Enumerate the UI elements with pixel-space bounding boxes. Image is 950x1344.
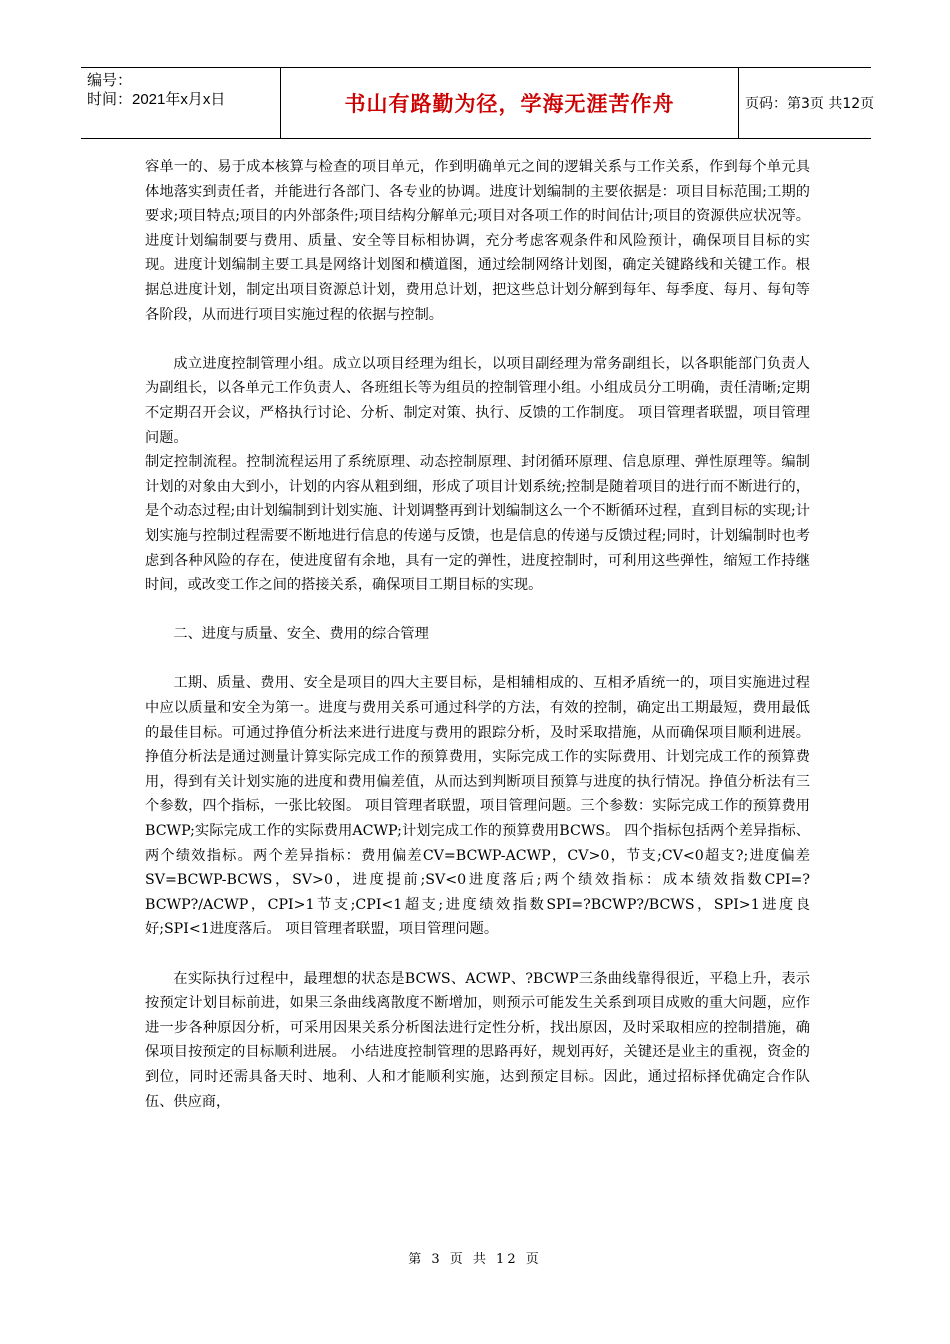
header-meta <box>81 68 281 138</box>
paragraph-control-process: 制定控制流程。控制流程运用了系统原理、动态控制原理、封闭循环原理、信息原理、弹性原理等。编制计划的对象由大到小，计划的内容从粗到细，形成了项目计划系统;控制是随着项目的进行而不断进行的，是个动态过程;由计划编制到计划实施、计划调整再到计划编制这么一个不断循环过程，直到目标的实现;计划实施与控制过程需要不断地进行信息的传递与反馈，也是信息的传递与反馈过程;同时，计划编制时也考虑到各种风险的存在，使进度留有余地，具有一定的弹性，进度控制时，可利用这些弹性，缩短工作持继时间，或改变工作之间的搭接关系，确保项目工期目标的实现。 <box>145 454 810 594</box>
header-motto-cell <box>281 68 739 138</box>
header-motto: 书山有路勤为径，学海无涯苦作舟 <box>344 92 675 116</box>
document-date: 时间：2021年x月x日 <box>87 91 226 108</box>
section-heading: 二、进度与质量、安全、费用的综合管理 <box>173 626 429 643</box>
paragraph-execution: 在实际执行过程中，最理想的状态是BCWS、ACWP、?BCWP三条曲线靠得很近，平稳上升，表示按预定计划目标前进，如果三条曲线离散度不断增加，则预示可能发生关系到项目成败的重大问题，应作进一步各种原因分析，可采用因果关系分析图法进行定性分析，找出原因，及时采取相应的控制措施，确保项目按预定的目标顺利进展。 小结进度控制管理的思路再好，规划再好，关键还是业主的重视，资金的到位，同时还需具备天时、地利、人和才能顺利实施，达到预定目标。因此，通过招标择优确定合作队伍、供应商， <box>145 970 810 1110</box>
header-page-info: 页码：第3页 共12页 <box>745 96 875 112</box>
document-number-label: 编号： <box>87 72 133 89</box>
paragraph-continued: 容单一的、易于成本核算与检查的项目单元，作到明确单元之间的逻辑关系与工作关系，作到每个单元具体地落实到责任者，并能进行各部门、各专业的协调。进度计划编制的主要依据是：项目目标范围;工期的要求;项目特点;项目的内外部条件;项目结构分解单元;项目对各项工作的时间估计;项目的资源供应状况等。进度计划编制要与费用、质量、安全等目标相协调，充分考虑客观条件和风险预计，确保项目目标的实现。进度计划编制主要工具是网络计划图和横道图，通过绘制网络计划图，确定关键路线和关键工作。根据总进度计划，制定出项目资源总计划，费用总计划，把这些总计划分解到每年、每季度、每月、每旬等各阶段，从而进行项目实施过程的依据与控制。 <box>145 159 810 323</box>
document-body <box>145 155 810 1114</box>
paragraph-earned-value: 工期、质量、费用、安全是项目的四大主要目标，是相辅相成的、互相矛盾统一的，项目实施进过程中应以质量和安全为第一。进度与费用关系可通过科学的方法，有效的控制，确定出工期最短，费用最低的最佳目标。可通过挣值分析法来进行进度与费用的跟踪分析，及时采取措施，从而确保项目顺利进展。挣值分析法是通过测量计算实际完成工作的预算费用，实际完成工作的实际费用、计划完成工作的预算费用，得到有关计划实施的进度和费用偏差值，从而达到判断项目预算与进度的执行情况。挣值分析法有三个参数，四个指标，一张比较图。 项目管理者联盟，项目管理问题。三个参数：实际完成工作的预算费用BCWP;实际完成工作的实际费用ACWP;计划完成工作的预算费用BCWS。 四个指标包括两个差异指标、两个绩效指标。两个差异指标：费用偏差CV=BCWP-ACWP，CV>0，节支;CV<0超支?;进度偏差SV=BCWP-BCWS，SV>0，进度提前;SV<0进度落后;两个绩效指标：成本绩效指数CPI=?BCWP?/ACWP，CPI>1节支;CPI<1超支;进度绩效指数SPI=?BCWP?/BCWS，SPI>1进度良好;SPI<1进度落后。 项目管理者联盟，项目管理问题。 <box>145 675 810 938</box>
paragraph-control-group: 成立进度控制管理小组。成立以项目经理为组长，以项目副经理为常务副组长，以各职能部门负责人为副组长，以各单元工作负责人、各班组长等为组员的控制管理小组。小组成员分工明确，责任清晰;定期不定期召开会议，严格执行讨论、分析、制定对策、执行、反馈的工作制度。 项目管理者联盟，项目管理问题。 <box>145 355 810 446</box>
page-header <box>81 67 875 139</box>
page-footer: 第 3 页 共 12 页 <box>408 1252 542 1267</box>
